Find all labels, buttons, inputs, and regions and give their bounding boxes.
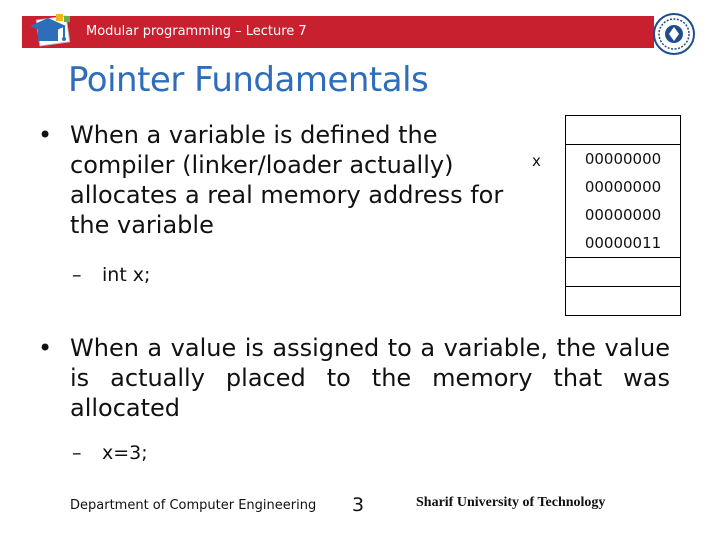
- footer-university: Sharif University of Technology: [416, 495, 606, 510]
- bullet-marker: •: [38, 334, 53, 362]
- sub-bullet-text: x=3;: [102, 442, 148, 464]
- graduation-cap-icon: [26, 12, 74, 52]
- bullet-marker: •: [38, 121, 53, 149]
- sub-bullet-marker: –: [72, 442, 82, 464]
- header-bar: [22, 16, 654, 48]
- memory-cell: 00000000: [584, 178, 662, 196]
- memory-cell: [566, 116, 680, 145]
- memory-variable-label: x: [532, 152, 541, 170]
- university-seal-icon: [652, 12, 696, 56]
- footer-department: Department of Computer Engineering: [70, 498, 317, 513]
- page-number: 3: [352, 494, 365, 516]
- header-title: Modular programming – Lecture 7: [86, 24, 307, 39]
- bullet-text: When a variable is defined the compiler (linker/loader actually) allocates a real memory address for the variable: [70, 121, 504, 239]
- memory-cell: [566, 258, 680, 287]
- memory-diagram: [565, 115, 681, 316]
- sub-bullet-marker: –: [72, 264, 82, 286]
- memory-cell: 00000000: [584, 150, 662, 168]
- memory-cell: 00000011: [566, 229, 680, 258]
- sub-bullet-text: int x;: [102, 264, 151, 286]
- bullet-text: When a value is assigned to a variable, the value is actually placed to the memory that was allocated: [70, 334, 670, 422]
- memory-cell: [566, 287, 680, 315]
- memory-cell: 00000000: [584, 206, 662, 224]
- slide-title: Pointer Fundamentals: [68, 60, 429, 100]
